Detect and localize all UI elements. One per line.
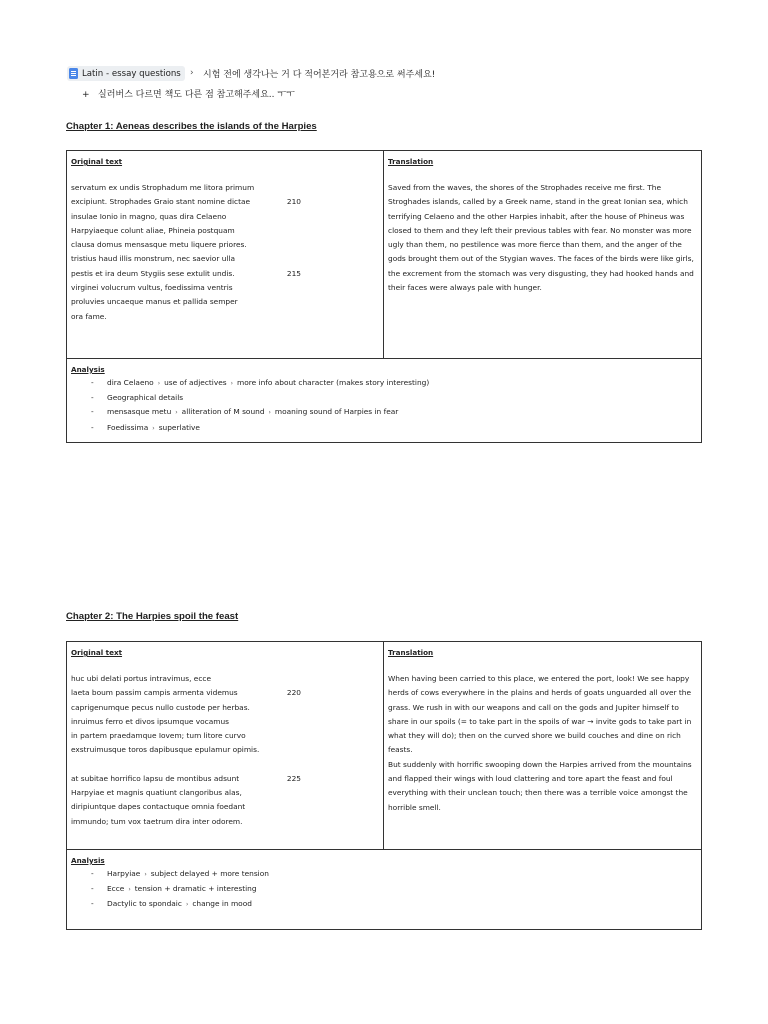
analysis-item-body bbox=[107, 391, 183, 405]
chapter-1-heading: Chapter 1: Aeneas describes the islands of the Harpies bbox=[66, 121, 317, 132]
latin-line-text: in partem praedamque Iovem; tum litore curvo bbox=[71, 731, 246, 741]
analysis-item bbox=[71, 376, 697, 391]
bullet-dash: - bbox=[91, 378, 94, 387]
line-number: 220 bbox=[286, 688, 301, 698]
latin-line bbox=[71, 295, 301, 309]
latin-line-text: immundo; tum vox taetrum dira inter odorem. bbox=[71, 816, 243, 826]
latin-line bbox=[71, 210, 301, 224]
chapter-1-analysis-cell bbox=[67, 359, 702, 443]
analysis-note: alliteration of M sound bbox=[181, 407, 265, 417]
analysis-item-body bbox=[107, 405, 398, 420]
analysis-item-body bbox=[107, 867, 269, 882]
analysis-item bbox=[71, 405, 697, 420]
arrow-icon: › bbox=[152, 424, 155, 432]
latin-line bbox=[71, 310, 301, 324]
chapter-2-original-cell bbox=[67, 642, 384, 850]
bullet-dash: - bbox=[91, 393, 94, 403]
analysis-note: superlative bbox=[158, 422, 200, 432]
analysis-note: tension + dramatic + interesting bbox=[134, 884, 257, 894]
latin-line-text: excipiunt. Strophades Graio stant nomine dictae bbox=[71, 197, 251, 207]
chip-arrow-icon: › bbox=[190, 68, 194, 78]
analysis-term: dira Celaeno bbox=[107, 378, 154, 387]
chapter-1-analysis-list bbox=[71, 376, 697, 436]
chapter-2-analysis-list bbox=[71, 867, 697, 913]
analysis-item bbox=[71, 867, 697, 882]
latin-line bbox=[71, 800, 301, 814]
arrow-icon: › bbox=[128, 886, 131, 894]
chapter-1-translation-cell bbox=[384, 151, 702, 359]
latin-line bbox=[71, 238, 301, 252]
analysis-item bbox=[71, 897, 697, 912]
latin-line bbox=[71, 181, 301, 195]
latin-line bbox=[71, 743, 301, 757]
arrow-icon: › bbox=[268, 409, 271, 417]
latin-line bbox=[71, 715, 301, 729]
chapter-2-latin-text-1 bbox=[71, 672, 301, 758]
latin-line-text: exstruimusque toros dapibusque epulamur opimis. bbox=[71, 745, 260, 755]
latin-line bbox=[71, 267, 301, 281]
analysis-item-body bbox=[107, 882, 257, 897]
note-bullet: + bbox=[82, 90, 90, 100]
analysis-term: Dactylic to spondaic bbox=[107, 899, 182, 909]
latin-line bbox=[71, 252, 301, 266]
chapter-2-translation-p2: But suddenly with horrific swooping down the Harpies arrived from the mountains and flapped their wings with loud clattering and tore apart the feast and foul everything with their unclean touch; then there was a terrible voice amongst the horrible smell. bbox=[388, 759, 692, 812]
latin-line-text: tristius haud illis monstrum, nec saevior ulla bbox=[71, 254, 236, 264]
original-text-header: Original text bbox=[71, 157, 123, 166]
latin-line bbox=[71, 672, 301, 686]
bullet-dash: - bbox=[91, 899, 94, 909]
latin-line-text: clausa domus mensasque metu liquere priores. bbox=[71, 240, 247, 250]
analysis-item-body bbox=[107, 376, 429, 391]
analysis-item-body bbox=[107, 421, 200, 436]
arrow-icon: › bbox=[157, 380, 161, 387]
bullet-dash: - bbox=[91, 422, 94, 432]
original-text-header: Original text bbox=[71, 648, 123, 657]
analysis-note: subject delayed + more tension bbox=[150, 869, 269, 878]
latin-line-text: inruimus ferro et divos ipsumque vocamus bbox=[71, 716, 230, 726]
analysis-term: Ecce bbox=[107, 884, 125, 894]
latin-line-text: servatum ex undis Strophadum me litora primum bbox=[71, 183, 255, 192]
latin-line-text: laeta boum passim campis armenta videmus bbox=[71, 688, 238, 698]
latin-line bbox=[71, 686, 301, 700]
latin-line-text: pestis et ira deum Stygiis sese extulit undis. bbox=[71, 268, 235, 278]
latin-line-text: Harpyiaeque colunt aliae, Phineia postquam bbox=[71, 225, 235, 235]
chapter-2-analysis-cell bbox=[67, 850, 702, 930]
analysis-term: Harpyiae bbox=[107, 869, 141, 878]
bullet-dash: - bbox=[91, 884, 94, 894]
google-doc-icon bbox=[69, 68, 78, 79]
latin-line-text: ora fame. bbox=[71, 311, 107, 321]
doc-link-chip[interactable] bbox=[67, 66, 185, 81]
analysis-note: change in mood bbox=[192, 899, 252, 909]
analysis-item bbox=[71, 391, 697, 405]
analysis-note: use of adjectives bbox=[164, 378, 227, 387]
line-number: 215 bbox=[286, 268, 301, 278]
note-line-2-text: 실러버스 다르면 책도 다른 점 참고해주세요.. ㅜㅜ bbox=[98, 90, 295, 100]
latin-line-text: proluvies uncaeque manus et pallida semper bbox=[71, 297, 238, 307]
arrow-icon: › bbox=[144, 871, 147, 878]
latin-line-text: Harpyiae et magnis quatiunt clangoribus alas, bbox=[71, 788, 242, 798]
latin-line-text: caprigenumque pecus nullo custode per herbas. bbox=[71, 702, 250, 712]
latin-line bbox=[71, 786, 301, 800]
analysis-item-body bbox=[107, 897, 252, 912]
chapter-1-translation-text: Saved from the waves, the shores of the Strophades receive me first. The Stroghades islands, called by a Greek name, stand in the great Ionian sea, which terrifying Celaeno and the other Harpies inhabit, after the house of Phineus was closed to them and they left their previous tables with fear. No monster was more ugly than them, no pestilence was more fierce than them, and the anger of the gods brought them out of the Stygian waves. The faces of the birds were like girls, the excrement from the stomach was very disgusting, they had hooked hands and their faces were always pale with hunger. bbox=[388, 183, 694, 293]
latin-line bbox=[71, 281, 301, 295]
analysis-header: Analysis bbox=[71, 856, 105, 865]
chapter-1-table bbox=[66, 150, 702, 443]
latin-line-text: diripiuntque dapes contactuque omnia foedant bbox=[71, 802, 246, 812]
translation-header: Translation bbox=[388, 648, 434, 657]
arrow-icon: › bbox=[230, 380, 234, 387]
latin-line bbox=[71, 224, 301, 238]
latin-line bbox=[71, 701, 301, 715]
chapter-2-heading: Chapter 2: The Harpies spoil the feast bbox=[66, 611, 239, 622]
latin-line-text: insulae Ionio in magno, quas dira Celaeno bbox=[71, 211, 227, 221]
latin-line bbox=[71, 729, 301, 743]
bullet-dash: - bbox=[91, 407, 94, 417]
analysis-term: mensasque metu bbox=[107, 407, 172, 417]
analysis-term: Geographical details bbox=[107, 393, 184, 403]
analysis-note: moaning sound of Harpies in fear bbox=[274, 407, 399, 417]
latin-line-text: huc ubi delati portus intravimus, ecce bbox=[71, 674, 211, 683]
chapter-2-table bbox=[66, 641, 702, 930]
note-line-2 bbox=[82, 87, 295, 100]
latin-line bbox=[71, 195, 301, 209]
analysis-header: Analysis bbox=[71, 365, 105, 374]
line-number: 225 bbox=[286, 773, 301, 783]
arrow-icon: › bbox=[175, 409, 178, 417]
line-number: 210 bbox=[286, 197, 301, 207]
doc-link-label: Latin - essay questions bbox=[82, 68, 181, 79]
note-line-1: 시험 전에 생각나는 거 다 적어본거라 참고용으로 써주세요! bbox=[203, 70, 436, 80]
latin-line-text: virginei volucrum vultus, foedissima ventris bbox=[71, 283, 233, 293]
analysis-term: Foedissima bbox=[107, 422, 149, 432]
analysis-item bbox=[71, 882, 697, 897]
latin-line-text: at subitae horrifico lapsu de montibus adsunt bbox=[71, 773, 240, 783]
translation-header: Translation bbox=[388, 157, 434, 166]
chapter-2-translation-p1: When having been carried to this place, we entered the port, look! We see happy herds of cows everywhere in the plains and herds of goats unguarded all over the grass. We rush in with our weapons and call on the gods and Jupiter himself to share in our spoils (= to take part in the spoils of war → invite gods to take part in what they will do); then on the curved shore we build couches and dine on rich feasts. bbox=[388, 674, 692, 755]
chapter-1-original-cell bbox=[67, 151, 384, 359]
chapter-2-translation-cell bbox=[384, 642, 702, 850]
analysis-note: more info about character (makes story interesting) bbox=[237, 378, 430, 387]
bullet-dash: - bbox=[91, 869, 94, 878]
latin-line bbox=[71, 815, 301, 829]
chapter-1-latin-text bbox=[71, 181, 301, 324]
arrow-icon: › bbox=[185, 901, 189, 909]
analysis-item bbox=[71, 421, 697, 436]
chapter-2-latin-text-2 bbox=[71, 772, 301, 829]
latin-line bbox=[71, 772, 301, 786]
